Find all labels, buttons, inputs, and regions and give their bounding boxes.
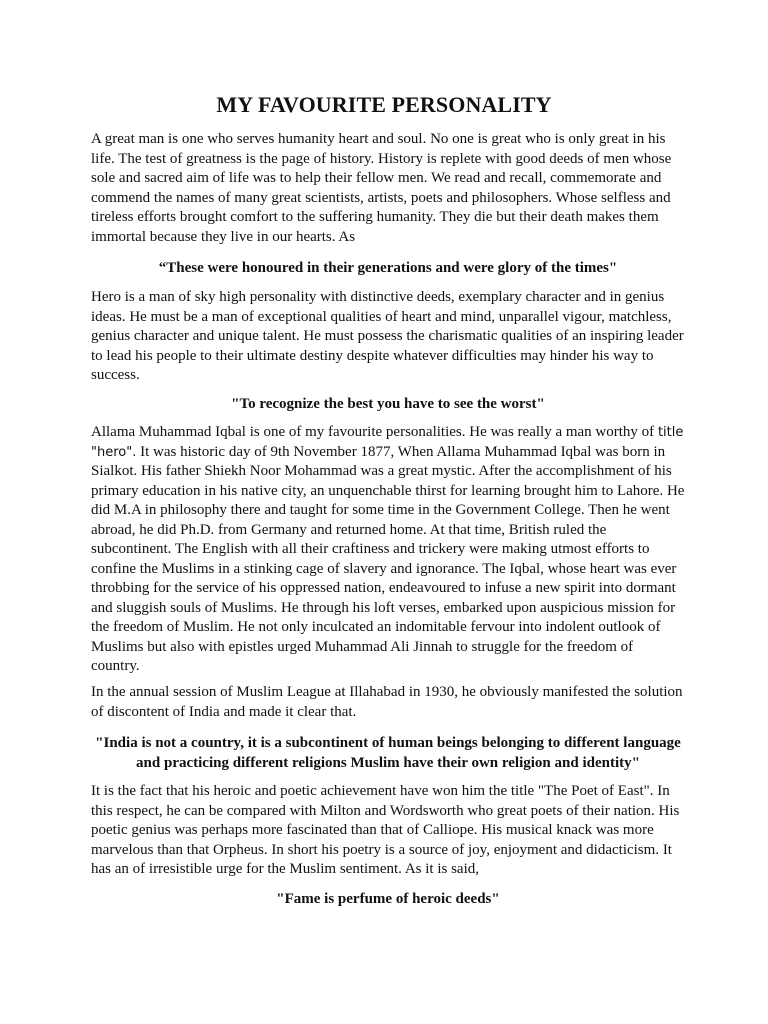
paragraph-poet-of-east: It is the fact that his heroic and poetic achievement have won him the title "The Poet of East". In this respect, he can be compared with Milton and Wordsworth who great poets of their nation. His poetic genius was perhaps more fascinated than that of Calliope. His musical knack was more marvelous than that Orpheus. In short his poetry is a source of joy, enjoyment and didacticism. It has an of irresistible urge for the Muslim sentiment. As it is said, xyxy=(91,783,680,877)
paragraph-iqbal-rest: It was historic day of 9th November 1877, When Allama Muhammad Iqbal was born in Sialkot. His father Shiekh Noor Mohammad was a great mystic. After the accomplishment of his primary education in his native city, an unquenchable thirst for learning brought him to Lahore. He did M.A in philosophy there and taught for some time in the Government College. Then he went abroad, he did Ph.D. from Germany and returned home. At that time, British ruled the subcontinent. The English with all their craftiness and trickery were making utmost efforts to confine the Muslims in a stinking cage of slavery and ignorance. The Iqbal, whose heart was ever throbbing for the service of his oppressed nation, endeavoured to infuse a new spirit into dormant and sluggish souls of Muslims. He through his loft verses, embarked upon auspicious mission for the freedom of Muslim. He not only inculcated an indomitable fervour into indolent outlook of Muslims but also with epistles urged Muhammad Ali Jinnah to struggle for the freedom of country. xyxy=(91,443,685,674)
quote-fame: "Fame is perfume of heroic deeds" xyxy=(276,891,500,907)
quote-honoured: “These were honoured in their generations and were glory of the times" xyxy=(158,260,618,276)
paragraph-intro: A great man is one who serves humanity heart and soul. No one is great who is only great in his life. The test of greatness is the page of history. History is replete with good deeds of men whose sole and sacred aim of life was to help their fellow men. We read and recall, commemorate and commend the names of many great scientists, artists, poets and philosophers. Whose selfless and tireless efforts brought comfort to the suffering humanity. They die but their death makes them immortal because they live in our hearts. As xyxy=(91,131,672,245)
paragraph-iqbal-start: Allama Muhammad Iqbal is one of my favourite personalities. He was really a man worthy of xyxy=(91,424,658,440)
title-hero-text: title "hero". xyxy=(91,425,684,460)
paragraph-muslim-league: In the annual session of Muslim League at Illahabad in 1930, he obviously manifested the solution of discontent of India and made it clear that. xyxy=(91,684,683,720)
paragraph-iqbal xyxy=(91,423,685,677)
quote-recognize: "To recognize the best you have to see the worst" xyxy=(231,396,545,412)
quote-india: "India is not a country, it is a subcontinent of human beings belonging to different language and practicing different religions Muslim have their own religion and identity" xyxy=(95,735,681,771)
paragraph-hero: Hero is a man of sky high personality with distinctive deeds, exemplary character and in genius ideas. He must be a man of exceptional qualities of heart and mind, unparallel vigour, matchless, genius character and unique talent. He must possess the charismatic qualities of an inspiring leader to lead his people to their ultimate destiny despite whatever difficulties may hinder his way to success. xyxy=(91,289,684,383)
page-title: MY FAVOURITE PERSONALITY xyxy=(216,92,552,117)
